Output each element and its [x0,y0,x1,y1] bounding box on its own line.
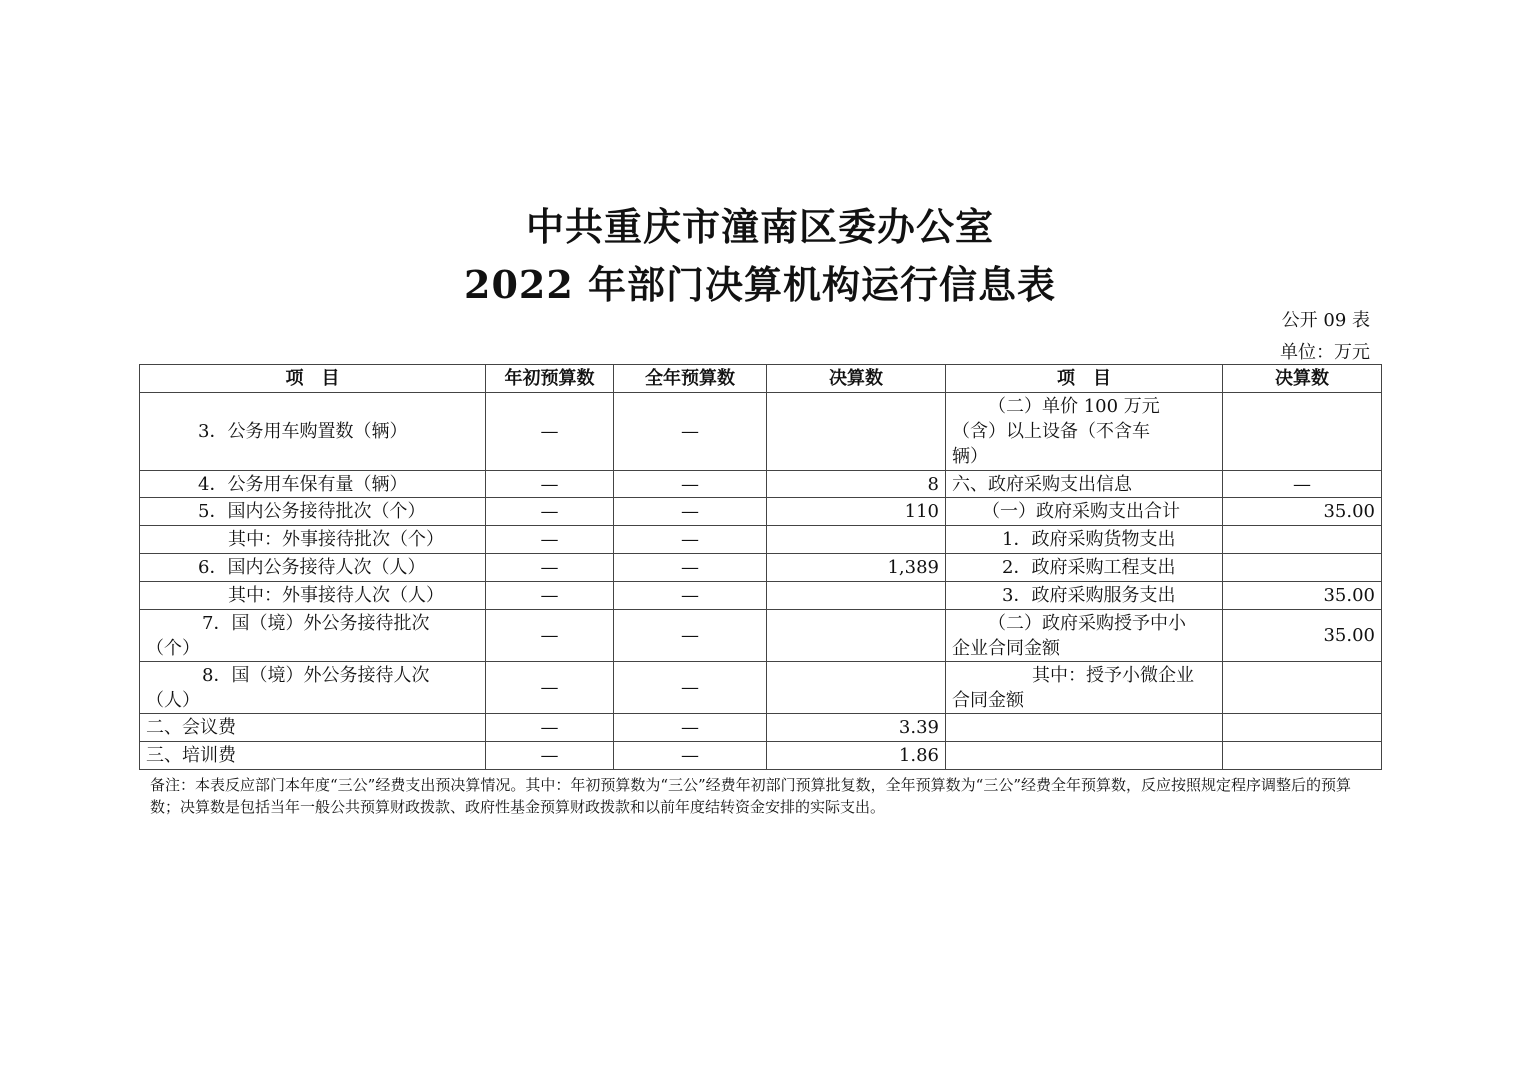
row-final-amount-2: — [1223,471,1382,498]
table-row [140,393,1382,471]
row-item: 6．国内公务接待人次（人） [140,554,486,582]
row-initial-budget: — [486,714,614,742]
header-initial-budget: 年初预算数 [486,365,614,393]
footnote: 备注：本表反应部门本年度“三公”经费支出预决算情况。其中：年初预算数为“三公”经费年初部门预算批复数，全年预算数为“三公”经费全年预算数，反应按照规定程序调整后的预算数；决算数是包括当年一般公共预算财政拨款、政府性基金预算财政拨款和以前年度结转资金安排的实际支出。 [150,776,1352,816]
table-row [140,554,1382,582]
row-item: 5．国内公务接待批次（个） [140,498,486,526]
row-item-2-text: 其中：授予小微企业合同金额 [952,664,1194,711]
table-row [140,610,1382,662]
table-header-row [140,365,1382,393]
row-initial-budget: — [486,471,614,498]
row-final-amount [767,526,946,554]
row-annual-budget: — [614,714,767,742]
row-final-amount-2 [1223,393,1382,471]
header-final-amount: 决算数 [767,365,946,393]
row-annual-budget: — [614,662,767,714]
row-item-text: 7．国（境）外公务接待批次（个） [146,612,430,659]
row-item: 三、培训费 [140,742,486,770]
row-item: 3．公务用车购置数（辆） [140,393,486,471]
row-initial-budget: — [486,526,614,554]
table-row [140,498,1382,526]
row-final-amount: 110 [767,498,946,526]
table-row [140,662,1382,714]
page-title: 中共重庆市潼南区委办公室 [525,204,994,249]
table-row [140,582,1382,610]
table-row [140,526,1382,554]
row-final-amount-2 [1223,742,1382,770]
row-final-amount [767,393,946,471]
row-item: 4．公务用车保有量（辆） [140,471,486,498]
row-annual-budget: — [614,526,767,554]
row-item: 其中：外事接待人次（人） [140,582,486,610]
row-annual-budget: — [614,582,767,610]
unit-label: 单位：万元 [1280,342,1370,363]
row-item-2 [946,393,1223,471]
row-initial-budget: — [486,610,614,662]
row-item [140,662,486,714]
row-initial-budget: — [486,393,614,471]
row-final-amount-2 [1223,526,1382,554]
row-item-2 [946,610,1223,662]
table-row [140,714,1382,742]
row-final-amount-2: 35.00 [1223,610,1382,662]
header-annual-budget: 全年预算数 [614,365,767,393]
row-item-2 [946,742,1223,770]
row-annual-budget: — [614,393,767,471]
row-annual-budget: — [614,742,767,770]
row-annual-budget: — [614,471,767,498]
row-final-amount: 1.86 [767,742,946,770]
row-final-amount-2 [1223,662,1382,714]
header-final-amount-2: 决算数 [1223,365,1382,393]
header-item-2: 项 目 [946,365,1223,393]
row-item: 二、会议费 [140,714,486,742]
row-final-amount: 8 [767,471,946,498]
row-initial-budget: — [486,582,614,610]
table-row [140,742,1382,770]
row-annual-budget: — [614,498,767,526]
row-item-2: 3．政府采购服务支出 [946,582,1223,610]
row-final-amount [767,610,946,662]
info-table [139,364,1382,770]
row-final-amount-2: 35.00 [1223,498,1382,526]
row-item: 其中：外事接待批次（个） [140,526,486,554]
row-item-text: 8．国（境）外公务接待人次（人） [146,664,430,711]
row-item-2 [946,662,1223,714]
row-final-amount-2: 35.00 [1223,582,1382,610]
row-item-2: （一）政府采购支出合计 [946,498,1223,526]
row-item-2: 2．政府采购工程支出 [946,554,1223,582]
table-code: 公开 09 表 [1281,310,1370,331]
page-subtitle: 2022 年部门决算机构运行信息表 [464,262,1056,307]
row-final-amount-2 [1223,714,1382,742]
row-final-amount: 3.39 [767,714,946,742]
row-final-amount [767,582,946,610]
row-final-amount: 1,389 [767,554,946,582]
row-item [140,610,486,662]
row-item-2: 1．政府采购货物支出 [946,526,1223,554]
row-item-2-text: （二）政府采购授予中小企业合同金额 [952,612,1186,659]
row-initial-budget: — [486,662,614,714]
row-item-2: 六、政府采购支出信息 [946,471,1223,498]
row-annual-budget: — [614,610,767,662]
row-initial-budget: — [486,742,614,770]
row-initial-budget: — [486,498,614,526]
row-annual-budget: — [614,554,767,582]
row-item-2 [946,714,1223,742]
row-final-amount [767,662,946,714]
table-row [140,471,1382,498]
row-initial-budget: — [486,554,614,582]
row-item-2-text: （二）单价 100 万元（含）以上设备（不含车辆） [952,396,1160,467]
row-final-amount-2 [1223,554,1382,582]
header-item: 项 目 [140,365,486,393]
